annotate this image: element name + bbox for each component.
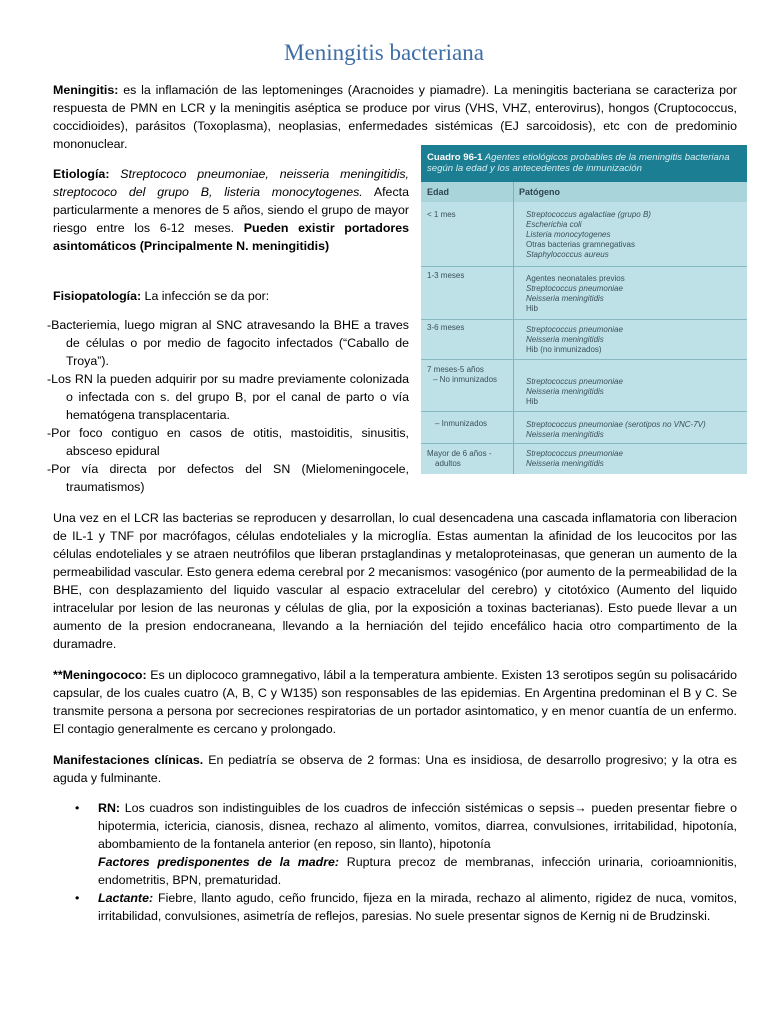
pathogen: Neisseria meningitidis [526, 430, 604, 439]
row-edad-line: 7 meses-5 años [427, 365, 484, 374]
list-item: -Por vía directa por defectos del SN (Mielomeningocele, traumatismos) [47, 462, 409, 494]
row-edad: 1-3 meses [427, 271, 465, 280]
row-patogenos [526, 449, 623, 469]
etiologia-agents: Streptococo pneumoniae, neisseria meningitidis, streptococo del grupo B, listeria monocytogenes. [53, 167, 409, 199]
row-edad-line: adultos [435, 459, 461, 468]
pathogen: Streptococcus pneumoniae [526, 325, 623, 334]
rn-item [98, 799, 737, 889]
pathogen: Streptococcus pneumoniae (serotipos no VNC-7V) [526, 420, 706, 429]
table-caption-label: Cuadro 96-1 [427, 152, 483, 163]
pathogen: Hib [526, 304, 539, 313]
meningococo-label: **Meningococo: [53, 668, 147, 682]
column-divider [513, 182, 514, 474]
etiologia-text: Afecta particularmente a menores de 5 años, siendo el grupo de mayor riesgo entre los 6-12 meses. [53, 185, 409, 235]
column-header-patogeno: Patógeno [519, 187, 561, 197]
row-divider [421, 359, 747, 360]
pathogen: Hib (no inmunizados) [526, 345, 602, 354]
etiologia-paragraph [53, 165, 409, 255]
pathogen: Neisseria meningitidis [526, 459, 604, 468]
row-divider [421, 443, 747, 444]
row-patogenos [526, 274, 625, 314]
pathogen: Listeria monocytogenes [526, 230, 611, 239]
lcr-paragraph: Una vez en el LCR las bacterias se reproducen y desarrollan, lo cual desencadena una cascada inflamatoria con liberacion de IL-1 y TNF por macrófagos, células endoteliales y la microglía. Estas aumentan la afinidad de los leucocitos por las células endoteliales y se atraen neutrófilos que liberan prstaglandinas y metaloproteinasas, que generan un aumento de la permeabilidad vascular. Esto genera edema cerebral por 2 mecanismos: vasogénico (por aumento de la permeabilidad de la BHE, con desplazamiento del liquido vascular al espacio extracelular del cerebro) y citotóxico (Aumento del liquido intracelular por lesion de las neuronas y células de glia, por la exposición a toxinas bacterianas). Esto puede llevar a un aumento de la presion endocraneana, llevando a la herniación del tejido encefálico hacia otro compartimento de la duramadre. [53, 511, 737, 651]
page-title: Meningitis bacteriana [284, 40, 484, 65]
row-patogenos [526, 377, 623, 407]
fisiopatologia-label: Fisiopatología: [53, 289, 142, 303]
pathogen: Hib [526, 397, 539, 406]
table-caption [421, 145, 747, 182]
table-header-row [421, 182, 747, 202]
fisiopatologia-text: La infección se da por: [141, 289, 270, 303]
row-patogenos [526, 325, 623, 355]
fisiopatologia-heading [53, 287, 409, 305]
etiology-table-image [421, 145, 747, 474]
fisiopatologia-list [47, 316, 409, 496]
bullet-icon: • [75, 801, 80, 815]
pathogen: Streptococcus pneumoniae [526, 449, 623, 458]
manifestaciones-paragraph [53, 751, 737, 787]
row-divider [421, 266, 747, 267]
intro-label: Meningitis: [53, 83, 119, 97]
lactante-text: Fiebre, llanto agudo, ceño fruncido, fijeza en la mirada, rechazo al alimento, rigidez de nuca, vomitos, irritabilidad, convulsiones, asimetría de reflejos, paresias. No suele presentar signos de Kernig ni de Brudzinski. [98, 891, 737, 923]
pathogen: Streptococcus pneumoniae [526, 284, 623, 293]
pathogen: Streptococcus pneumoniae [526, 377, 623, 386]
pathogen: Escherichia coli [526, 220, 582, 229]
list-item: -Bacteriemia, luego migran al SNC atravesando la BHE a traves de células o por medio de fagocito infectados (“Caballo de Troya”). [47, 318, 409, 368]
manifestaciones-label: Manifestaciones clínicas. [53, 753, 204, 767]
row-divider [421, 319, 747, 320]
meningococo-text: Es un diplococo gramnegativo, lábil a la temperatura ambiente. Existen 13 serotipos según su polisacárido capsular, de los cuales cuatro (A, B, C y W135) son responsables de las epidemias. En Argentina predominan el B y C. Se transmite persona a persona por secreciones respiratorias de un portador asintomatico, y en menor cuantía de un enfermo. El contagio generalmente es cercano y prolongado. [53, 668, 737, 736]
lactante-label: Lactante: [98, 891, 154, 905]
pathogen: Streptococcus agalactiae (grupo B) [526, 210, 651, 219]
pathogen: Agentes neonatales previos [526, 274, 625, 283]
etiologia-bold: Pueden existir portadores asintomáticos (Principalmente N. meningitidis) [53, 221, 409, 253]
row-patogenos [526, 210, 651, 260]
row-divider [421, 411, 747, 412]
lactante-item [98, 889, 737, 925]
intro-text: es la inflamación de las leptomeninges (Aracnoides y piamadre). La meningitis bacteriana se caracteriza por respuesta de PMN en LCR y la meningitis aséptica se produce por virus (VHS, VHZ, enterovirus), hongos (Cruptococcus, coccidioides), parásitos (Toxoplasma), neoplasias, enfermedades sistémicas (EJ sarcoidosis), etc con de predominio mononuclear. [53, 83, 737, 151]
table-caption-text: Agentes etiológicos probables de la meningitis bacteriana según la edad y los antecedentes de inmunización [427, 152, 730, 174]
factores-label: Factores predisponentes de la madre: [98, 855, 340, 869]
row-edad: < 1 mes [427, 210, 456, 219]
row-edad-line: Mayor de 6 años - [427, 449, 492, 458]
row-edad [427, 365, 497, 385]
row-patogenos [526, 420, 706, 440]
pathogen: Neisseria meningitidis [526, 335, 604, 344]
pathogen: Neisseria meningitidis [526, 387, 604, 396]
manifestaciones-text: En pediatría se observa de 2 formas: Una es insidiosa, de desarrollo progresivo; y la otra es aguda y fulminante. [53, 753, 737, 785]
list-item: -Los RN la pueden adquirir por su madre previamente colonizada o infectada con s. del grupo B, por el canal de parto o vía hematógena transplacentaria. [47, 372, 409, 422]
column-header-edad: Edad [427, 187, 450, 197]
pathogen: Neisseria meningitidis [526, 294, 604, 303]
pathogen: Otras bacterias gramnegativas [526, 240, 635, 249]
rn-text: Los cuadros son indistinguibles de los cuadros de infección sistémicas o sepsis [120, 801, 575, 815]
etiologia-label: Etiología: [53, 167, 110, 181]
arrow-icon: → [574, 801, 587, 815]
meningococo-paragraph [53, 666, 737, 738]
row-edad [427, 449, 491, 469]
list-item: -Por foco contiguo en casos de otitis, mastoiditis, sinusitis, absceso epidural [47, 426, 409, 458]
bullet-icon: • [75, 891, 80, 905]
row-edad-line: – No inmunizados [433, 375, 498, 384]
factores-text: Ruptura precoz de membranas, infección urinaria, corioamnionitis, endometritis, BPN, prematuridad. [98, 855, 737, 887]
intro-paragraph [53, 81, 737, 153]
rn-text-2: pueden presentar fiebre o hipotermia, ictericia, cianosis, disnea, rechazo al alimento, vomitos, diarrea, convulsiones, irritabilidad, hipotonía, abombamiento de la fontanela anterior (en reposo, sin llanto), hipotonía [98, 801, 737, 851]
pathogen: Staphylococcus aureus [526, 250, 609, 259]
row-edad: 3-6 meses [427, 323, 465, 332]
row-edad: – Inmunizados [435, 419, 488, 428]
rn-label: RN: [98, 801, 121, 815]
